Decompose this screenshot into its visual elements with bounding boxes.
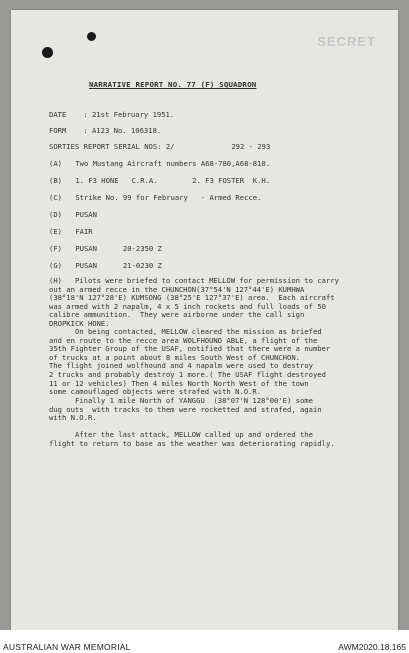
paragraph-mission: On being contacted, MELLOW cleared the mission as briefed and en route to the recce area WOLFHOUND ABLE, a flight of the 35th Fighter Group of the USAF, notified that there were a number of trucks at a point about 8 miles South West of CHUNCHON. The flight joined wolfhound and 4 napalm were used to destroy 2 trucks and probably destroy 1 more.( The USAF flight destroyed 11 or 12 vehicles) Then 4 miles North North West of the town some camouflaged objects were strafed with N.O.R.: [49, 327, 331, 397]
punch-hole-icon: [87, 32, 96, 41]
item-b: (B) 1. F3 HONE C.R.A. 2. F3 FOSTER K.H.: [49, 176, 271, 185]
sorties-value: 292 - 293: [231, 142, 271, 151]
date-line: [49, 110, 174, 119]
paragraph-yanggu: Finally 1 mile North of YANGGU (38°07'N 128°00'E) some dug outs with tracks to them were rocketted and strafed, again with N.O.R.: [49, 396, 322, 423]
secret-stamp: SECRET: [317, 34, 376, 49]
punch-hole-icon: [42, 47, 53, 58]
form-line: [49, 126, 161, 135]
document-page: [11, 10, 398, 630]
item-g: (G) PUSAN 21-0230 Z: [49, 261, 162, 270]
report-title: NARRATIVE REPORT NO. 77 (F) SQUADRON: [89, 80, 257, 89]
footer-institution: AUSTRALIAN WAR MEMORIAL: [3, 642, 131, 652]
item-c: (C) Strike No. 99 for February - Armed Recce.: [49, 193, 262, 202]
form-label: FORM: [49, 126, 67, 135]
item-e: (E) FAIR: [49, 227, 93, 236]
form-value: : A123 No. 106318.: [83, 126, 162, 135]
footer-accession-id: AWM2020.18.165: [338, 642, 406, 652]
sorties-line: [49, 142, 270, 151]
item-d: (D) PUSAN: [49, 210, 97, 219]
date-label: DATE: [49, 110, 67, 119]
date-value: : 21st February 1951.: [83, 110, 175, 119]
item-a: (A) Two Mustang Aircraft numbers A68-780,A68-810.: [49, 159, 271, 168]
paragraph-return: After the last attack, MELLOW called up and ordered the flight to return to base as the weather was deteriorating rapidly.: [49, 430, 335, 448]
sorties-label: SORTIES REPORT SERIAL NOS: 2/: [49, 142, 175, 151]
footer-bar: [0, 630, 409, 653]
item-f: (F) PUSAN 20-2350 Z: [49, 244, 162, 253]
paragraph-h: (H) Pilots were briefed to contact MELLOW for permission to carry out an armed recce in the CHUNCHON(37°54'N 127°44'E) KUMHWA (38°18'N 127°28'E) KUMSONG (38°25'E 127°37'E) area. Each aircraft was armed with 2 napalm, 4 x 5 inch rockets and full loads of 50 calibre ammunition. They were airborne under the call sign DROPKICK HONE.: [49, 276, 339, 328]
